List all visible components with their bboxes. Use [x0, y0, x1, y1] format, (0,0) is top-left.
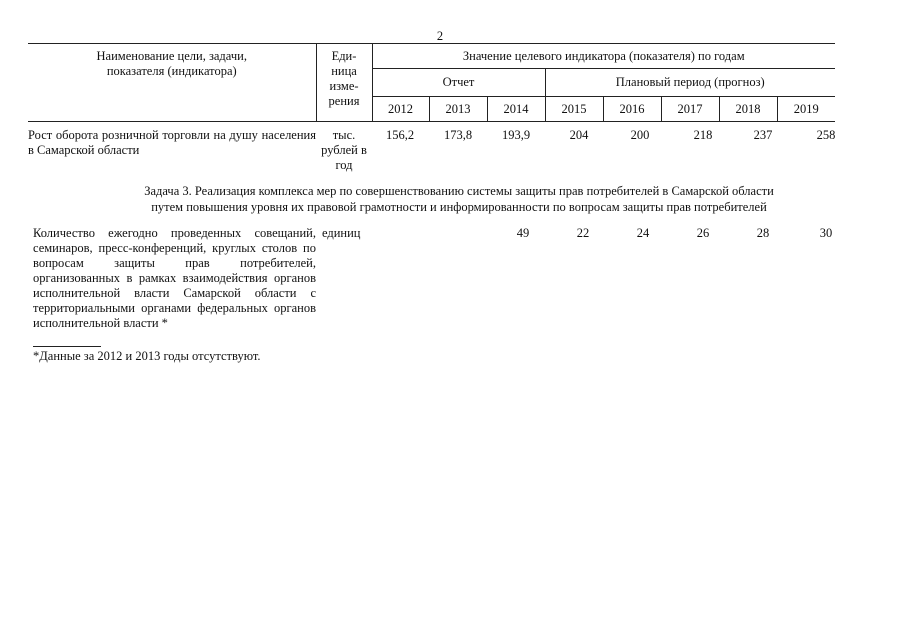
header-year: 2013 [429, 97, 487, 122]
footnote-rule [33, 346, 101, 347]
row-name: Количество ежегодно проведенных совещаний, семинаров, пресс-конференций, круглых столов по вопросам защиты прав потребителей, организованных в рамках взаимодействия органов исполнительной власти Самарской области с территориальными органами федеральных органов исполнительной власти * [33, 226, 316, 330]
header-year: 2015 [545, 97, 603, 122]
header-name-column: Наименование цели, задачи, показателя (индикатора) [28, 44, 316, 122]
row-value: 237 [753, 128, 773, 142]
row-value: 28 [756, 226, 770, 240]
header-plan-group: Плановый период (прогноз) [545, 69, 835, 97]
page-number: 2 [436, 29, 444, 43]
row-value: 258 [816, 128, 836, 142]
header-year: 2017 [661, 97, 719, 122]
row-value: 30 [819, 226, 833, 240]
row-value: 204 [569, 128, 589, 142]
header-values-group: Значение целевого индикатора (показателя) по годам [372, 44, 835, 69]
footnote: *Данные за 2012 и 2013 годы отсутствуют. [33, 349, 261, 363]
row-name: Рост оборота розничной торговли на душу населения в Самарской области [28, 128, 316, 157]
task-heading-line1: Задача 3. Реализация комплекса мер по совершенствованию системы защиты прав потребителей в Самарской области [144, 184, 774, 198]
task-heading-line2: путем повышения уровня их правовой грамотности и информированности по вопросам защиты прав потребителей [151, 200, 767, 214]
header-report-group: Отчет [372, 69, 545, 97]
header-year: 2018 [719, 97, 777, 122]
row-value: 26 [696, 226, 710, 240]
row-value: 218 [693, 128, 713, 142]
row-value: 193,9 [501, 128, 531, 142]
row-unit: тыс. рублей в год [321, 128, 367, 172]
row-unit: единиц [322, 226, 361, 240]
row-value: 22 [576, 226, 590, 240]
row-value: 156,2 [385, 128, 415, 142]
header-year: 2014 [487, 97, 545, 122]
header-year: 2019 [777, 97, 835, 122]
header-year: 2016 [603, 97, 661, 122]
header-unit-column: Еди-ница изме-рения [316, 44, 372, 122]
row-value: 173,8 [443, 128, 473, 142]
indicator-table-header [28, 43, 835, 122]
row-value: 49 [516, 226, 530, 240]
row-value: 24 [636, 226, 650, 240]
row-value: 200 [630, 128, 650, 142]
header-year: 2012 [372, 97, 429, 122]
